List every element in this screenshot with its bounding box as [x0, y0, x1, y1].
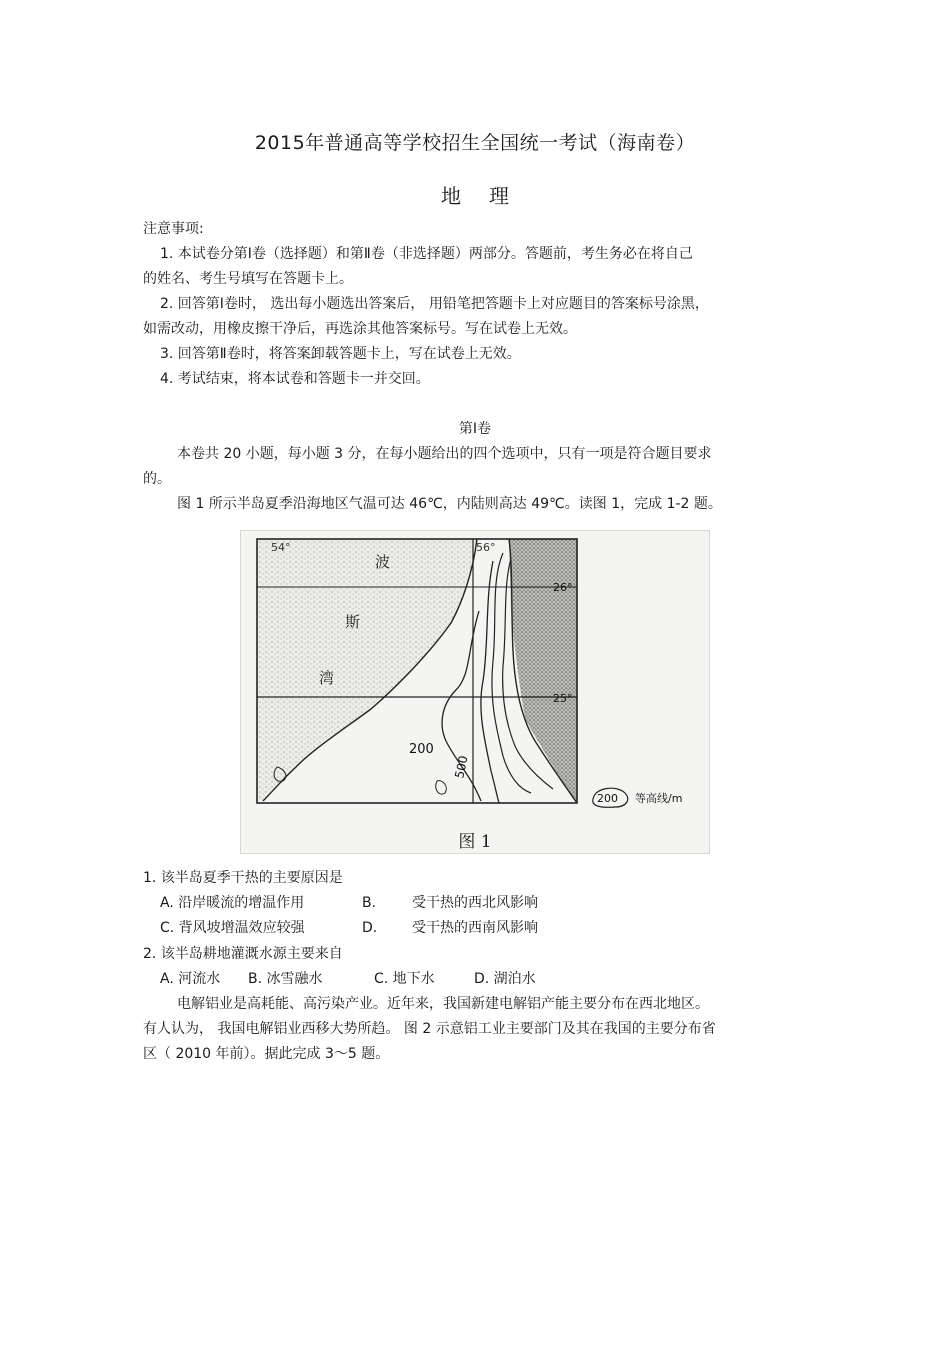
contour-label-200: 200 — [409, 742, 434, 757]
contour-map — [241, 531, 709, 853]
legend-text: 等高线/m — [635, 792, 683, 805]
question-1-option-d: 受干热的西南风影响 — [412, 920, 538, 936]
legend-value: 200 — [597, 792, 618, 805]
notice-heading: 注意事项: — [143, 221, 204, 237]
section-heading: 第Ⅰ卷 — [458, 421, 492, 437]
question-1-option-b: 受干热的西北风影响 — [412, 895, 538, 911]
section-intro-b: 的。 — [143, 471, 171, 487]
notice-item-1a: 1. 本试卷分第Ⅰ卷（选择题）和第Ⅱ卷（非选择题）两部分。答题前，考生务必在将自己 — [160, 246, 693, 262]
contour-500 — [481, 561, 499, 803]
exam-title: 2015年普通高等学校招生全国统一考试（海南卷） — [254, 132, 696, 154]
lat-label-top: 26° — [553, 581, 573, 594]
east-sea-area — [509, 539, 577, 803]
sea-label-2: 斯 — [345, 613, 361, 631]
subject-title: 地理 — [441, 184, 537, 208]
question-1-option-b-letter: B. — [362, 895, 377, 911]
contour-label-500: 500 — [452, 754, 471, 780]
sea-label-3: 湾 — [319, 669, 335, 687]
figure-intro: 图 1 所示半岛夏季沿海地区气温可达 46℃，内陆则高达 49℃。读图 1，完成 1-2 题。 — [177, 496, 722, 512]
sea-area — [257, 539, 477, 801]
question-2-option-c: C. 地下水 — [374, 971, 435, 987]
question-2-stem: 2. 该半岛耕地灌溉水源主要来自 — [143, 946, 343, 962]
notice-item-2a: 2. 回答第Ⅰ卷时， 选出每小题选出答案后， 用铅笔把答题卡上对应题目的答案标号涂黑， — [160, 296, 709, 312]
lat-label-bottom: 25° — [553, 692, 573, 705]
notice-item-1b: 的姓名、考生号填写在答题卡上。 — [143, 271, 353, 287]
figure-caption: 图 1 — [458, 832, 492, 852]
section-intro-a: 本卷共 20 小题，每小题 3 分，在每小题给出的四个选项中，只有一项是符合题目要求 — [177, 446, 712, 462]
sea-label-1: 波 — [375, 553, 391, 571]
question-2-option-d: D. 湖泊水 — [474, 971, 536, 987]
notice-item-3: 3. 回答第Ⅱ卷时，将答案卸载答题卡上，写在试卷上无效。 — [160, 346, 521, 362]
lon-label-right: 56° — [476, 541, 496, 554]
question-1-option-c: C. 背风坡增温效应较强 — [160, 920, 305, 936]
lon-label-left: 54° — [271, 541, 291, 554]
question-2-option-a: A. 河流水 — [160, 971, 221, 987]
question-1-stem: 1. 该半岛夏季干热的主要原因是 — [143, 870, 343, 886]
notice-item-4: 4. 考试结束，将本试卷和答题卡一并交回。 — [160, 371, 430, 387]
passage-line-2: 有人认为， 我国电解铝业西移大势所趋。 图 2 示意铝工业主要部门及其在我国的主要分布省 — [143, 1021, 716, 1037]
passage-line-3: 区（ 2010 年前）。据此完成 3～5 题。 — [143, 1046, 390, 1062]
question-1-option-a: A. 沿岸暖流的增温作用 — [160, 895, 305, 911]
passage-line-1: 电解铝业是高耗能、高污染产业。近年来，我国新建电解铝产能主要分布在西北地区。 — [177, 996, 709, 1012]
notice-item-2b: 如需改动，用橡皮擦干净后，再选涂其他答案标号。写在试卷上无效。 — [143, 321, 577, 337]
question-1-option-d-letter: D. — [362, 920, 378, 936]
question-2-option-b: B. 冰雪融水 — [248, 971, 323, 987]
figure-1-map — [240, 530, 710, 854]
